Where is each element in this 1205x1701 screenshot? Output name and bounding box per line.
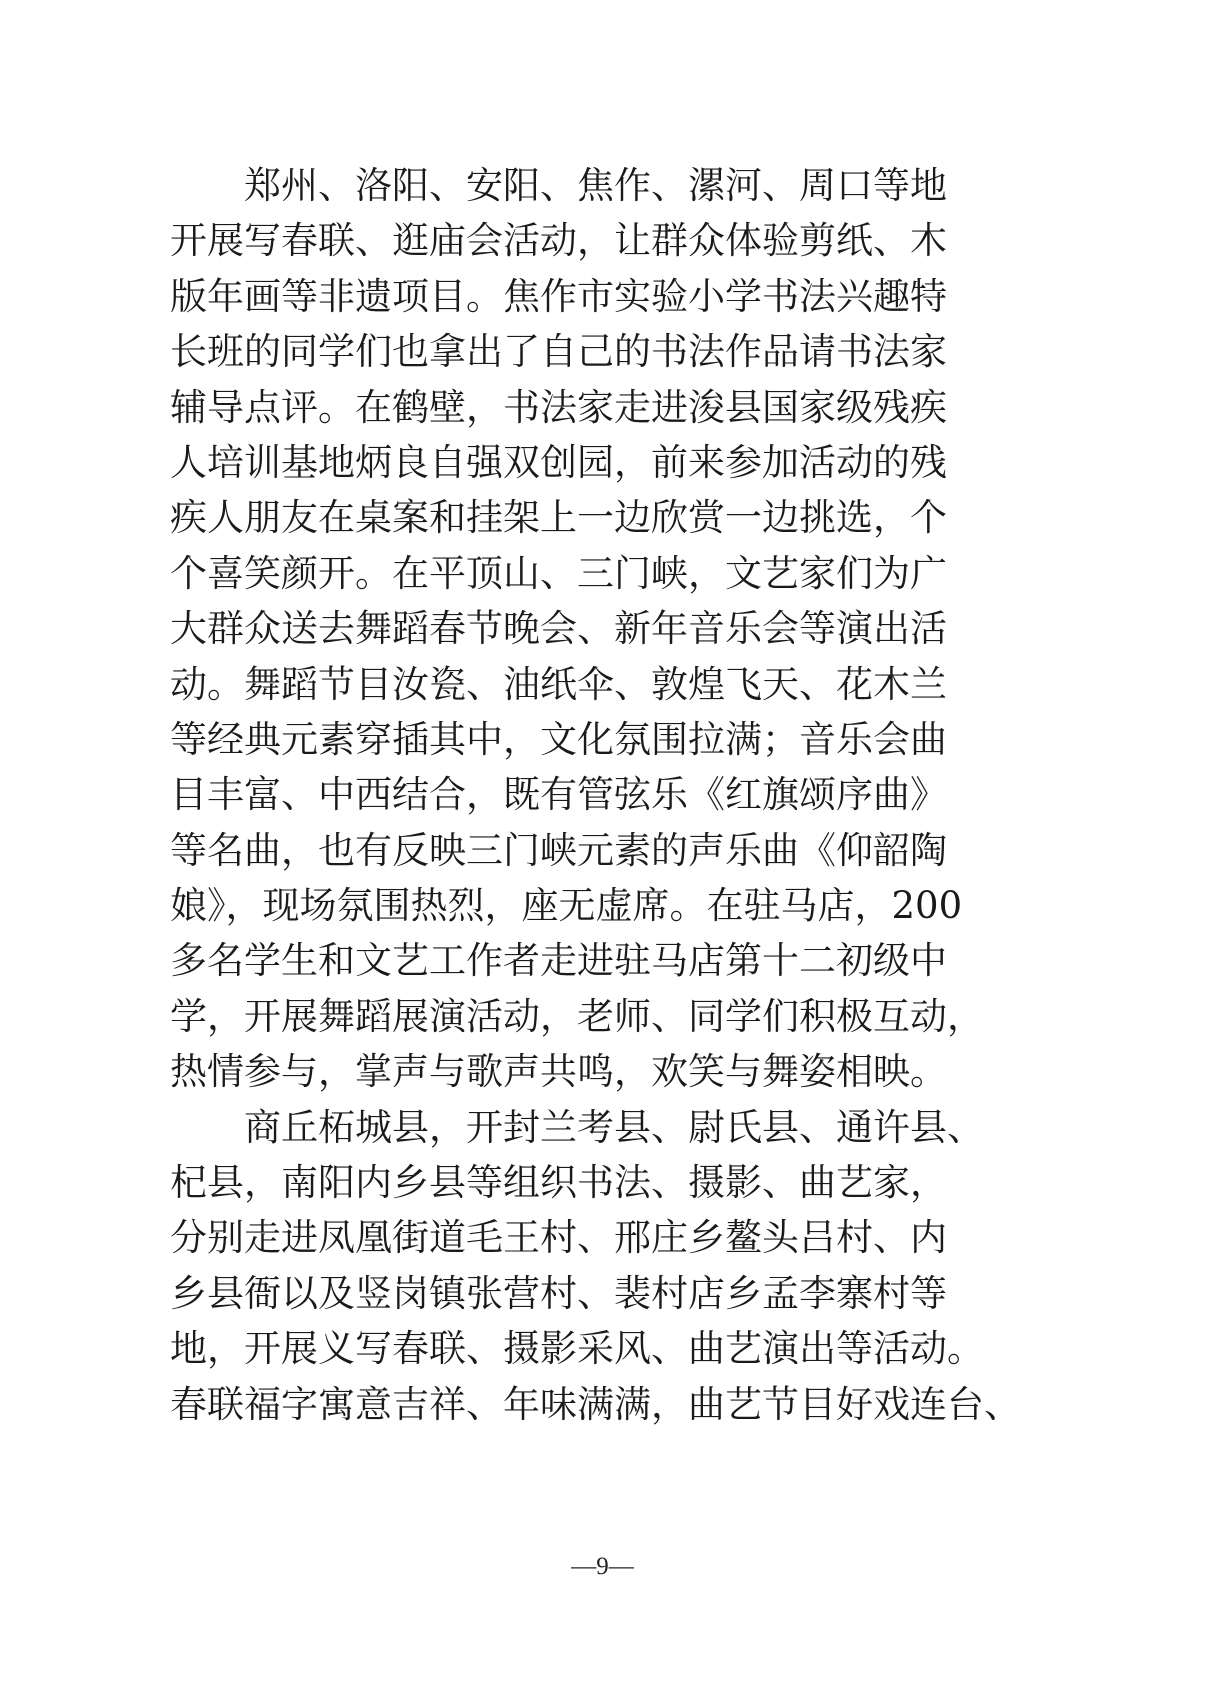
paragraph-1-line: 等经典元素穿插其中，文化氛围拉满；音乐会曲 (170, 717, 947, 761)
paragraph-1-line: 人培训基地炳良自强双创园，前来参加活动的残 (170, 440, 947, 484)
paragraph-2-line: 春联福字寓意吉祥、年味满满，曲艺节目好戏连台、 (170, 1382, 1021, 1426)
paragraph-2-line: 地，开展义写春联、摄影采风、曲艺演出等活动。 (170, 1327, 984, 1371)
paragraph-2-line: 乡县衙以及竖岗镇张营村、裴村店乡孟李寨村等 (170, 1271, 947, 1315)
paragraph-1-line: 热情参与，掌声与歌声共鸣，欢笑与舞姿相映。 (170, 1050, 947, 1094)
paragraph-1-line: 郑州、洛阳、安阳、焦作、漯河、周口等地 (244, 164, 947, 207)
paragraph-1-line: 大群众送去舞蹈春节晚会、新年音乐会等演出活 (170, 607, 947, 651)
paragraph-1-line: 等名曲，也有反映三门峡元素的声乐曲《仰韶陶 (170, 828, 947, 872)
page-number: —9— (571, 1553, 634, 1580)
paragraph-1-line: 个喜笑颜开。在平顶山、三门峡，文艺家们为广 (170, 551, 947, 595)
paragraph-1-line: 辅导点评。在鹤壁，书法家走进浚县国家级残疾 (170, 385, 947, 429)
paragraph-1-line: 娘》，现场氛围热烈，座无虚席。在驻马店，200 (170, 884, 963, 928)
body-text (170, 158, 1021, 1432)
paragraph-1-line: 开展写春联、逛庙会活动，让群众体验剪纸、木 (170, 219, 947, 263)
paragraph-1-line: 动。舞蹈节目汝瓷、油纸伞、敦煌飞天、花木兰 (170, 662, 947, 706)
paragraph-1-line: 学，开展舞蹈展演活动，老师、同学们积极互动， (170, 994, 984, 1038)
paragraph-2-line: 分别走进凤凰街道毛王村、邢庄乡鳌头吕村、内 (170, 1216, 947, 1260)
paragraph-1-line: 目丰富、中西结合，既有管弦乐《红旗颂序曲》 (170, 773, 947, 817)
paragraph-2-line: 商丘柘城县，开封兰考县、尉氏县、通许县、 (244, 1105, 984, 1149)
paragraph-1-line: 版年画等非遗项目。焦作市实验小学书法兴趣特 (170, 274, 947, 318)
paragraph-1-line: 多名学生和文艺工作者走进驻马店第十二初级中 (170, 939, 947, 983)
paragraph-2-line: 杞县，南阳内乡县等组织书法、摄影、曲艺家， (170, 1161, 947, 1205)
paragraph-1-line: 长班的同学们也拿出了自己的书法作品请书法家 (170, 330, 947, 374)
paragraph-1-line: 疾人朋友在桌案和挂架上一边欣赏一边挑选，个 (170, 496, 947, 540)
